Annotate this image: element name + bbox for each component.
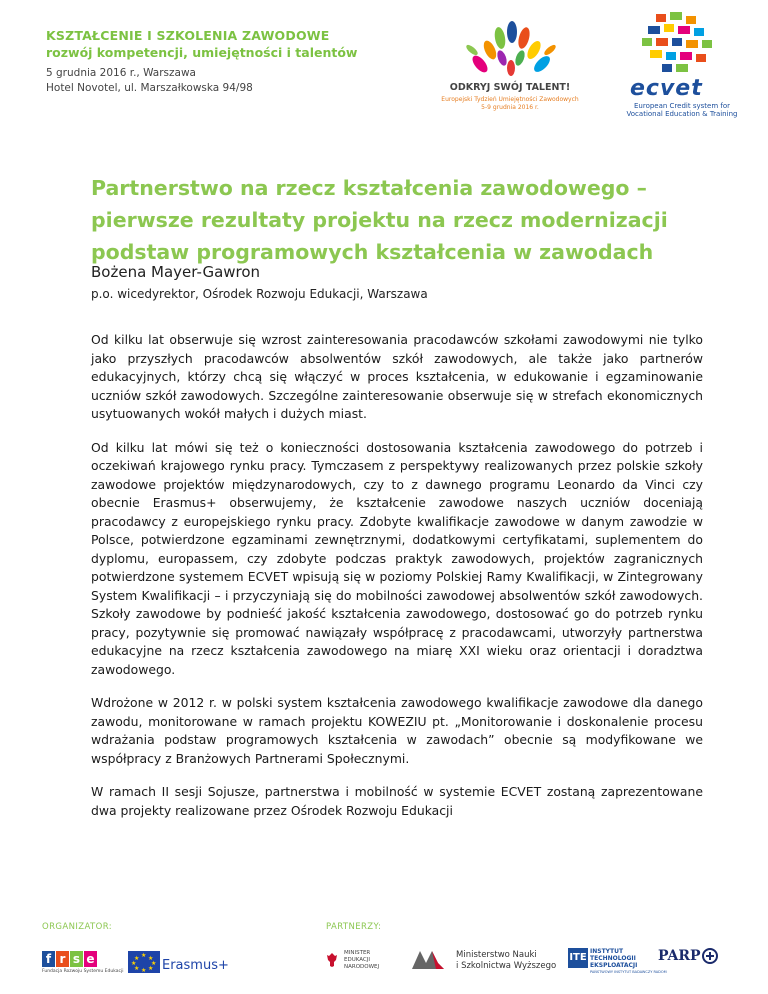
event-date: 5 grudnia 2016 r., Warszawa — [46, 67, 196, 79]
sponsor-footer — [0, 918, 768, 994]
frse-logo — [42, 948, 124, 988]
frse-letter: e — [84, 951, 97, 967]
ite-line: INSTYTUT — [590, 948, 624, 955]
event-header — [46, 28, 357, 94]
paragraph: Wdrożone w 2012 r. w polski system kształcenia zawodowego kwalifikacje zawodowe dla danego zawodu, monitorowane w ramach projektu KOWEZIU pt. „Monitorowanie i doskonalenie procesu wdrażania podstaw programowych kształcenia w zawodach” obecnie są modyfikowane we współpracy z Branżowych Partnerami Społecznymi. — [91, 695, 703, 766]
ecvet-tagline-1: European Credit system for — [633, 102, 730, 110]
article-title: Partnerstwo na rzecz kształcenia zawodowego – pierwsze rezultaty projektu na rzecz modernizacji podstaw programowych kształcenia w zawodach — [91, 176, 668, 264]
parp-emblem-icon — [702, 948, 718, 964]
parp-text: PARP — [658, 948, 701, 964]
ecvet-tagline-2: Vocational Education & Training — [626, 110, 738, 118]
ecvet-logo — [612, 10, 752, 120]
discover-talent-logo — [440, 12, 580, 122]
ite-line: TECHNOLOGII — [590, 955, 636, 962]
leaves-icon — [440, 12, 580, 82]
eagle-emblem-icon — [326, 952, 338, 968]
event-subtitle: rozwój kompetencji, umiejętności i talentów — [46, 45, 358, 60]
partners-label: PARTNERZY: — [326, 922, 382, 932]
eu-flag-icon: ★ ★ ★ ★ ★ ★ ★ ★ — [128, 951, 160, 973]
paragraph: W ramach II sesji Sojusze, partnerstwa i mobilność w systemie ECVET zostaną zaprezentowane dwa projekty realizowane przez Ośrodek Rozwoju Edukacji — [91, 784, 703, 818]
frse-letter: s — [70, 951, 83, 967]
men-line: EDUKACJI — [344, 957, 370, 963]
erasmus-text: Erasmus+ — [162, 958, 229, 973]
mnisw-line: i Szkolnictwa Wyższego — [456, 961, 557, 971]
article-body — [91, 331, 703, 835]
ecvet-wordmark: ecvet — [630, 76, 703, 101]
ite-mark: ITE — [568, 948, 588, 968]
ite-line: EKSPLOATACJI — [590, 962, 638, 969]
event-title: KSZTAŁCENIE I SZKOLENIA ZAWODOWE — [46, 28, 330, 43]
men-line: MINISTER — [344, 950, 371, 956]
frse-caption: Fundacja Rozwoju Systemu Edukacji — [42, 969, 124, 974]
article-author: Bożena Mayer-Gawron — [91, 263, 261, 281]
talent-logo-dates: 5-9 grudnia 2016 r. — [481, 104, 539, 111]
talent-logo-subtitle: Europejski Tydzień Umiejętności Zawodowych — [441, 96, 579, 103]
men-line: NARODOWEJ — [344, 964, 380, 970]
frse-letter: f — [42, 951, 55, 967]
mnisw-emblem-icon — [412, 951, 444, 969]
frse-letter: r — [56, 951, 69, 967]
mnisw-line: Ministerstwo Nauki — [456, 950, 537, 960]
author-role: p.o. wicedyrektor, Ośrodek Rozwoju Edukacji, Warszawa — [91, 287, 428, 301]
ite-line: PAŃSTWOWY INSTYTUT BADAWCZY RADOM — [590, 970, 667, 974]
organizer-label: ORGANIZATOR: — [42, 922, 113, 932]
paragraph: Od kilku lat mówi się też o konieczności dostosowania kształcenia zawodowego do potrzeb i oczekiwań krajowego rynku pracy. Tymczasem z perspektywy realizowanych przez polskie szkoły zawodowe projektów międzynarodowych, czy to z dawnego programu Leonardo da Vinci czy obecnie Erasmus+ obserwujemy, że kształcenie zawodowe naszych uczniów doceniają pracodawcy z europejskiego rynku pracy. Zdobyte kwalifikacje zawodowe w danym zawodzie w Polsce, potwierdzone egzaminami zewnętrznymi, dodatkowymi certyfikatami, suplementem do dyplomu, europassem, czy zdobyte podczas praktyk zawodowych, projektów zagranicznych potwierdzone systemem ECVET wpisują się w poziomy Polskiej Ramy Kwalifikacji, w Zintegrowany System Kwalifikacji – i przyczyniają się do mobilności zawodowej absolwentów szkół zawodowych. Szkoły zawodowe by podnieść jakość kształcenia zawodowego, dostosować go do potrzeb rynku pracy, pozytywnie się promować nawiązały współpracę z pracodawcami, utworzyły partnerstwa edukacyjne na rzecz kształcenia zawodowego na miarę XXI wieku oraz orientacji i doradztwa zawodowego. — [91, 439, 703, 677]
ecvet-mosaic-icon — [612, 10, 752, 76]
paragraph: Od kilku lat obserwuje się wzrost zainteresowania pracodawców szkołami zawodowymi nie tylko jako przyszłych pracodawców absolwentów szkół zawodowych, ale także jako partnerów edukacyjnych, którzy chcą się włączyć w proces kształcenia, w edukowanie i egzaminowanie uczniów szkół zawodowych. Szczególne zainteresowanie obserwuje się w strefach ekonomicznych usytuowanych wokół małych i dużych miast. — [91, 332, 703, 421]
talent-logo-title: ODKRYJ SWÓJ TALENT! — [449, 82, 571, 93]
parp-logo — [658, 948, 701, 964]
event-venue: Hotel Novotel, ul. Marszałkowska 94/98 — [46, 82, 253, 94]
